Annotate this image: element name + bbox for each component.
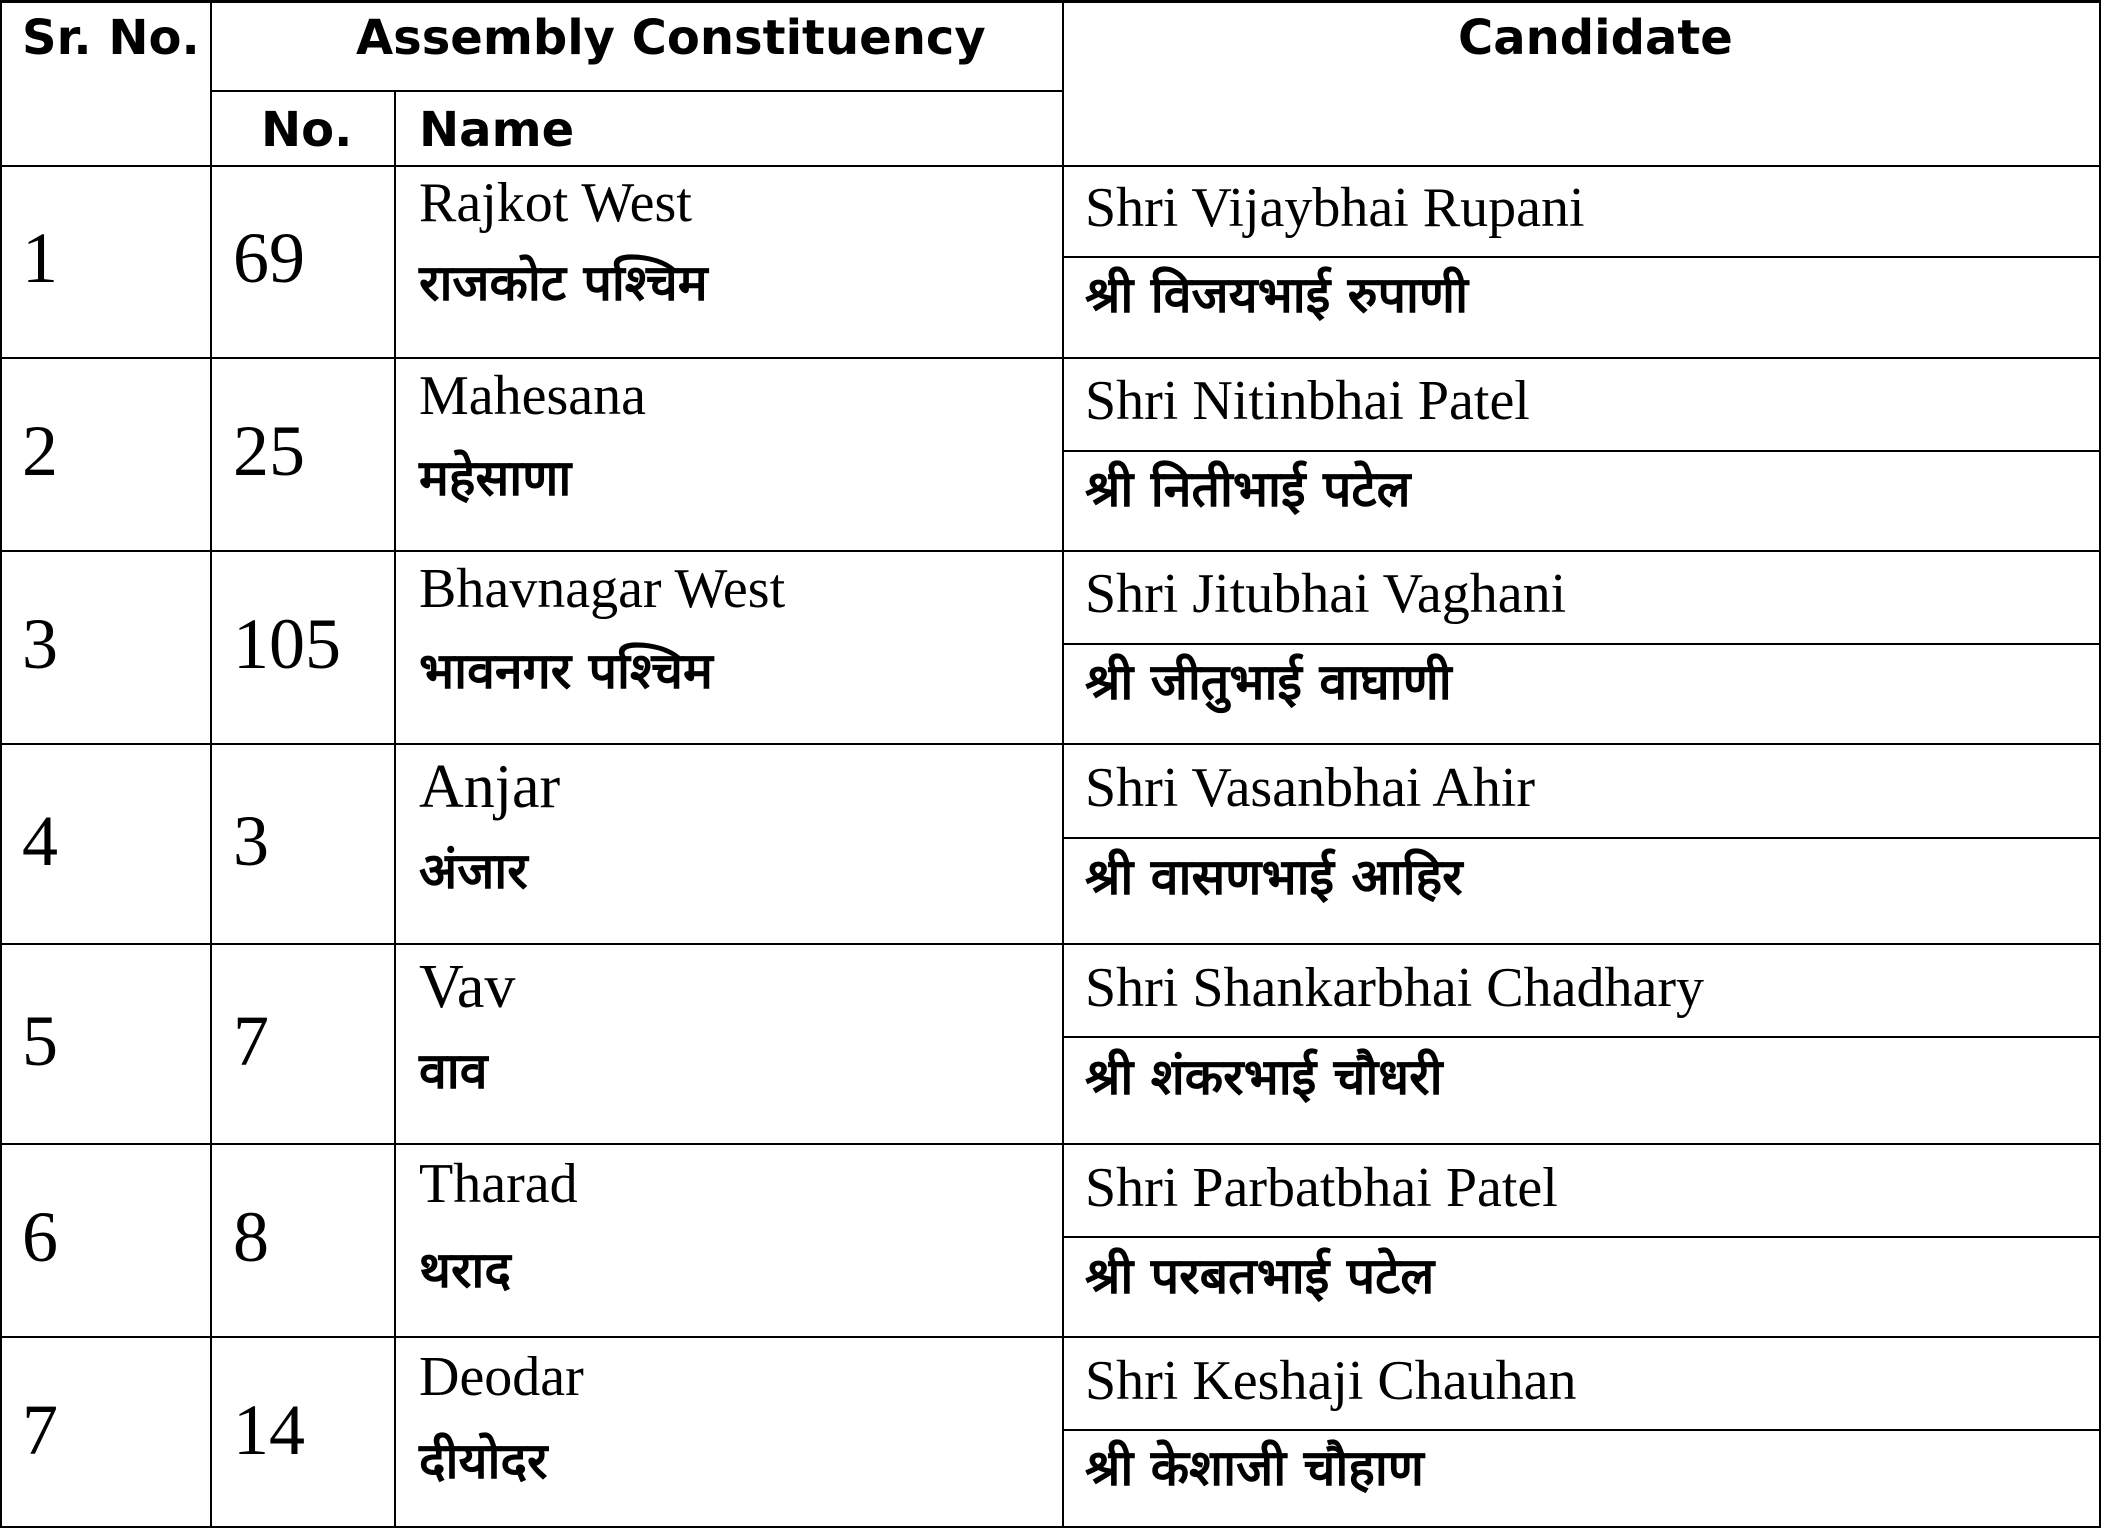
grid-line-row-6-bottom [0,1336,2101,1338]
row-3-candidate-en: Shri Jitubhai Vaghani [1085,563,1567,625]
grid-line-row-3-bottom [0,743,2101,745]
grid-line-left [0,0,2,1528]
row-1-no: 69 [233,218,305,298]
grid-line-row-6-split [1062,1236,2101,1238]
row-1-sr: 1 [22,218,58,298]
row-5-candidate-hi: श्री शंकरभाई चौधरी [1085,1048,1443,1106]
row-7-name-hi: दीयोदर [419,1432,548,1490]
row-3-no: 105 [233,604,341,684]
grid-line-row-3-split [1062,643,2101,645]
row-1-candidate-en: Shri Vijaybhai Rupani [1085,177,1585,239]
row-6-name-hi: थराद [419,1241,511,1299]
row-3-sr: 3 [22,604,58,684]
grid-line-row-5-bottom [0,1143,2101,1145]
header-assembly-constituency: Assembly Constituency [356,10,986,66]
row-6-name-en: Tharad [419,1153,578,1215]
row-4-name-hi: अंजार [419,842,528,900]
grid-line-row-7-split [1062,1429,2101,1431]
row-6-no: 8 [233,1197,269,1277]
row-6-sr: 6 [22,1197,58,1277]
header-sr-no: Sr. No. [22,10,200,66]
grid-line-col-sr [210,0,212,1528]
row-5-name-en: Vav [419,953,516,1021]
row-5-candidate-en: Shri Shankarbhai Chadhary [1085,957,1704,1019]
row-1-name-hi: राजकोट पश्चिम [419,254,708,312]
grid-line-top [0,0,2101,3]
grid-line-row-2-bottom [0,550,2101,552]
row-6-candidate-en: Shri Parbatbhai Patel [1085,1157,1558,1219]
row-7-candidate-hi: श्री केशाजी चौहाण [1085,1439,1424,1497]
row-6-candidate-hi: श्री परबतभाई पटेल [1085,1247,1435,1305]
row-2-name-hi: महेसाणा [419,449,572,507]
row-7-name-en: Deodar [419,1346,584,1408]
row-2-candidate-hi: श्री नितीभाई पटेल [1085,460,1411,518]
row-4-name-en: Anjar [419,753,561,821]
row-2-no: 25 [233,411,305,491]
header-name: Name [419,102,575,158]
row-1-name-en: Rajkot West [419,172,692,234]
grid-line-row-4-split [1062,837,2101,839]
grid-line-row-1-bottom [0,357,2101,359]
row-7-no: 14 [233,1390,305,1470]
row-5-no: 7 [233,1001,269,1081]
grid-line-row-2-split [1062,450,2101,452]
grid-line-col-no [394,90,396,1528]
row-2-candidate-en: Shri Nitinbhai Patel [1085,370,1530,432]
row-4-candidate-hi: श्री वासणभाई आहिर [1085,848,1463,906]
row-2-name-en: Mahesana [419,365,647,427]
row-3-name-en: Bhavnagar West [419,558,786,620]
row-5-sr: 5 [22,1001,58,1081]
grid-line-header-bottom [0,165,2101,167]
grid-line-row-4-bottom [0,943,2101,945]
row-1-candidate-hi: श्री विजयभाई रुपाणी [1085,266,1469,324]
row-4-no: 3 [233,801,269,881]
header-no: No. [261,102,353,158]
row-7-candidate-en: Shri Keshaji Chauhan [1085,1350,1577,1412]
row-7-sr: 7 [22,1390,58,1470]
grid-line-row-1-split [1062,256,2101,258]
row-3-name-hi: भावनगर पश्चिम [419,642,713,700]
row-2-sr: 2 [22,411,58,491]
grid-line-header-split [210,90,1062,92]
row-4-sr: 4 [22,801,58,881]
header-candidate: Candidate [1458,10,1733,66]
row-3-candidate-hi: श्री जीतुभाई वाघाणी [1085,653,1452,711]
grid-line-col-name [1062,0,1064,1528]
row-4-candidate-en: Shri Vasanbhai Ahir [1085,757,1536,819]
row-5-name-hi: वाव [419,1042,488,1100]
grid-line-row-5-split [1062,1036,2101,1038]
